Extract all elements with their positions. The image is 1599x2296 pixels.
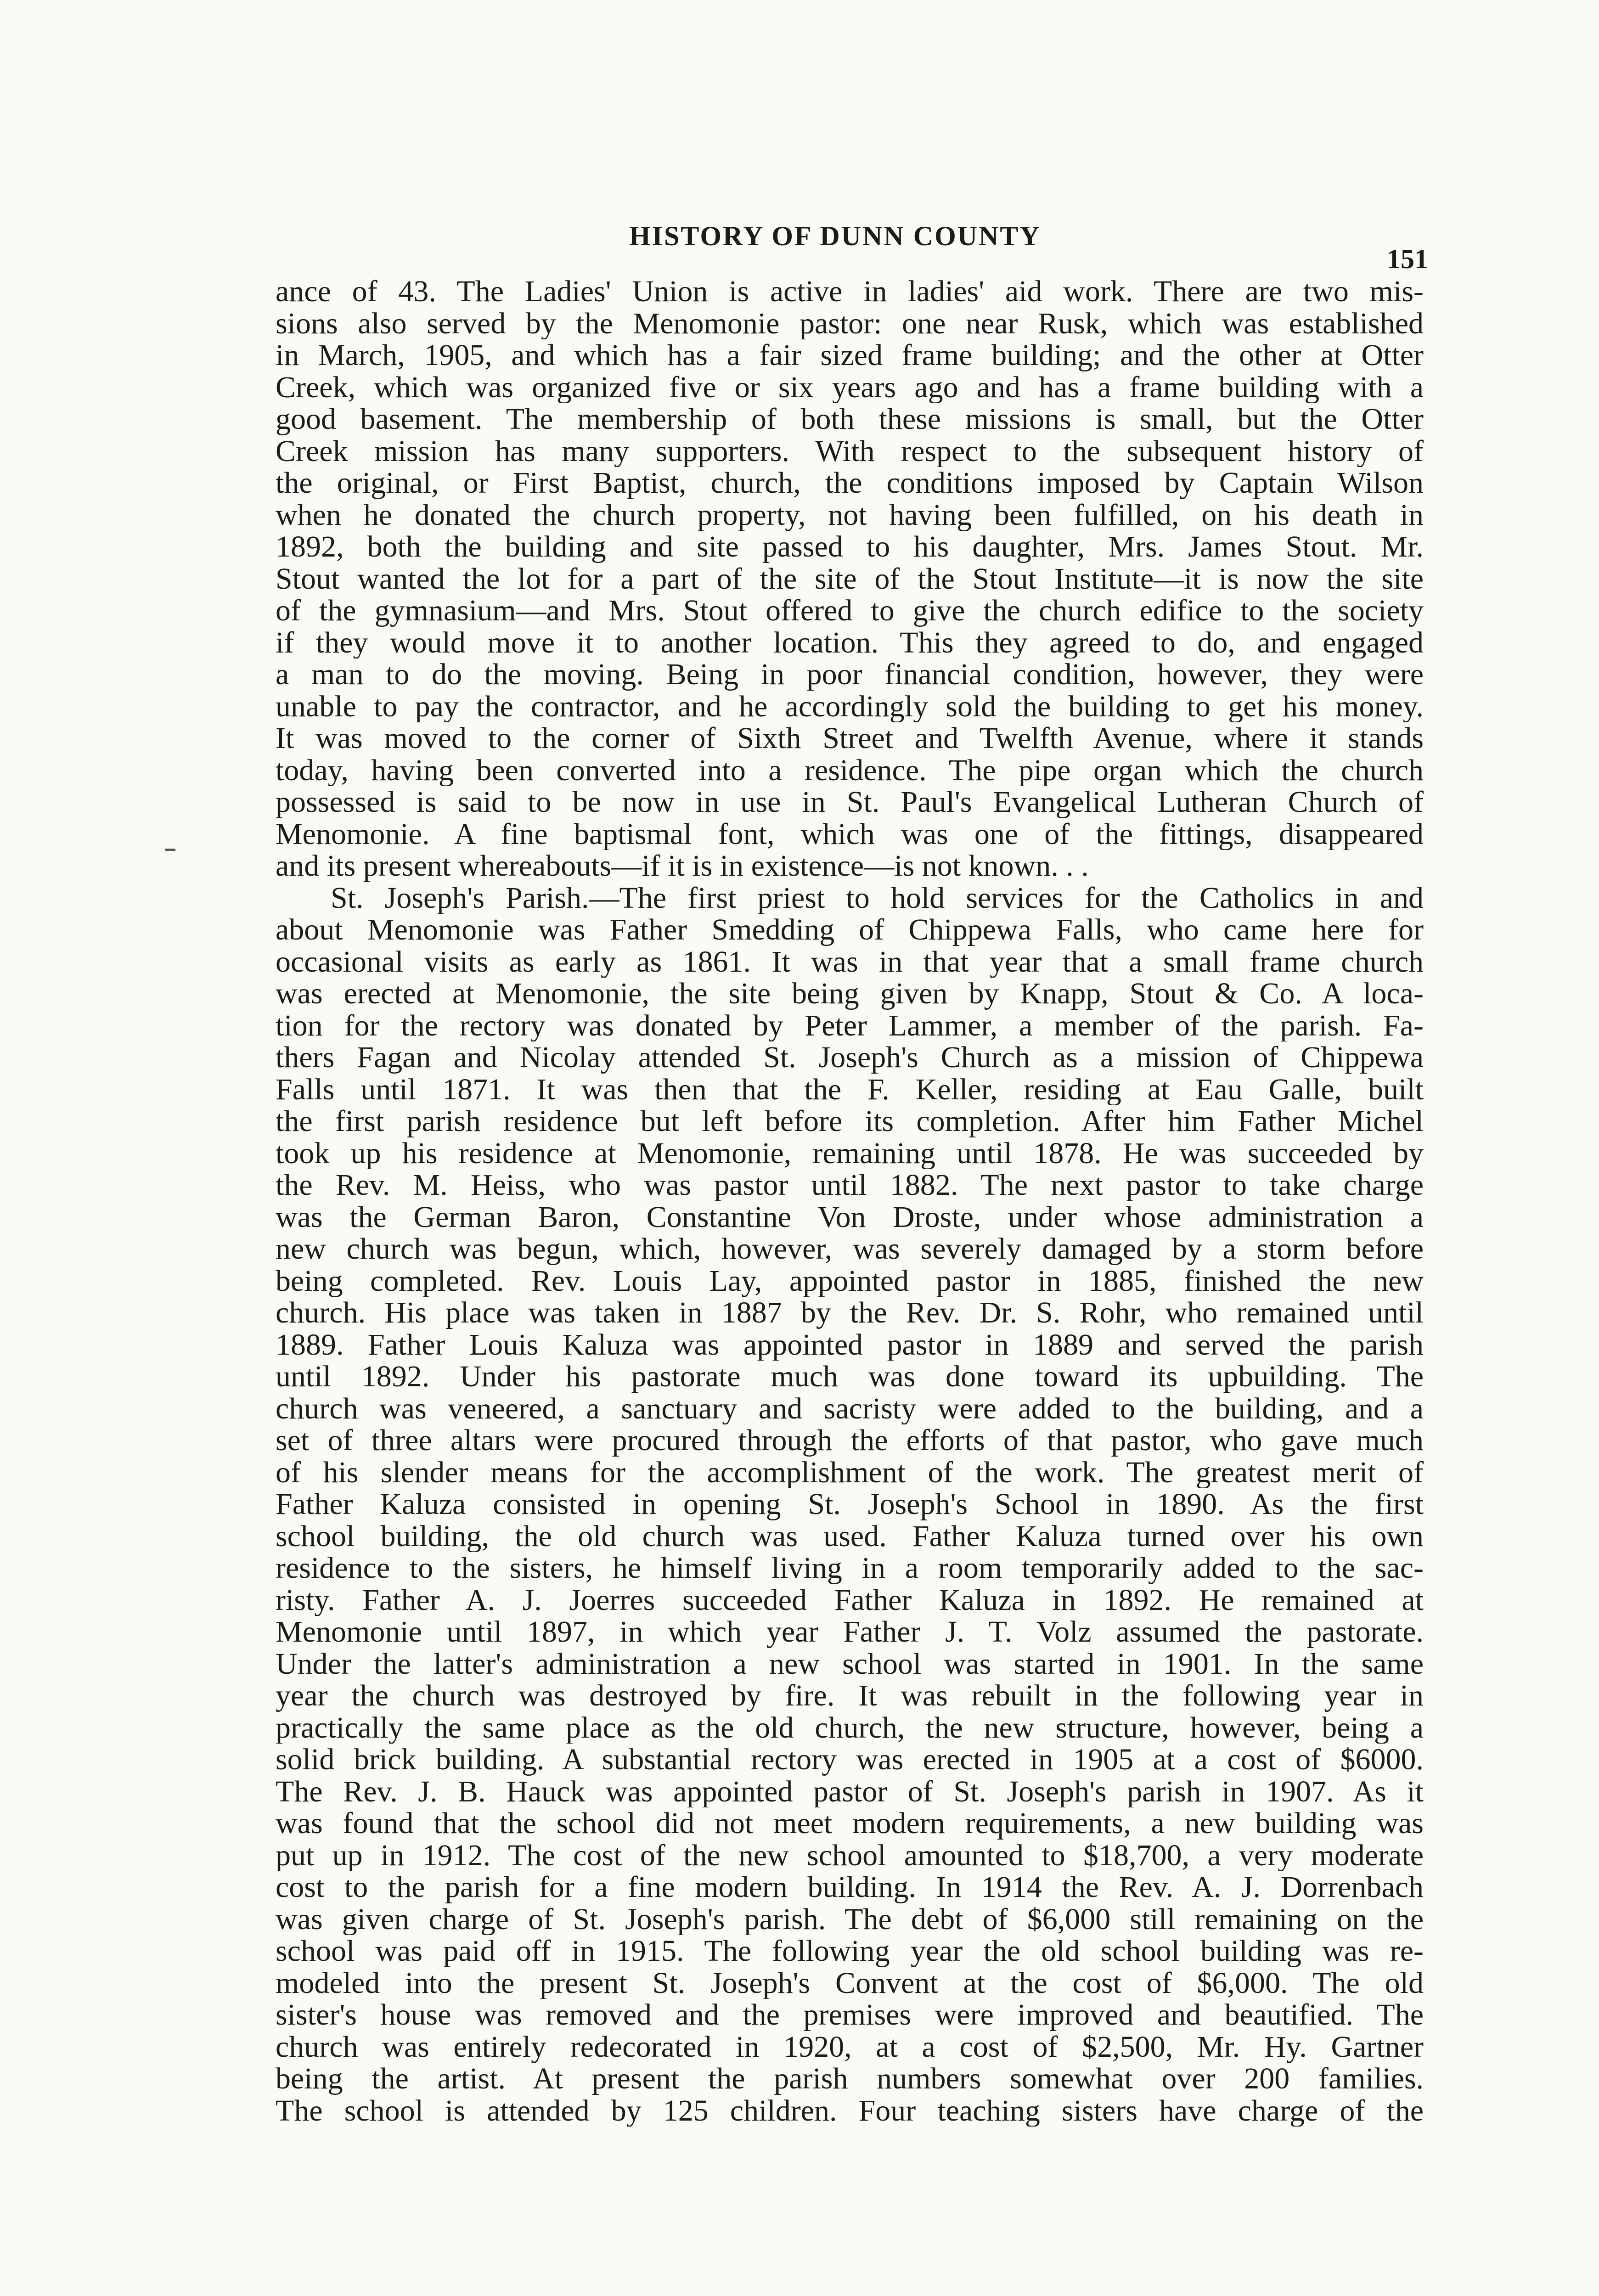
text-line: set of three altars were procured through the efforts of that pastor, who gave much (276, 1424, 1424, 1457)
text-line: occasional visits as early as 1861. It was in that year that a small frame church (276, 945, 1424, 978)
text-line: if they would move it to another location. This they agreed to do, and engaged (276, 626, 1424, 658)
text-line: good basement. The membership of both these missions is small, but the Otter (276, 403, 1424, 435)
text-line: residence to the sisters, he himself living in a room temporarily added to the sac- (276, 1552, 1424, 1584)
text-line: possessed is said to be now in use in St. Paul's Evangelical Lutheran Church of (276, 786, 1424, 818)
running-title: HISTORY OF DUNN COUNTY (629, 221, 1041, 251)
text-line: and its present whereabouts—if it is in existence—is not known. . . (276, 850, 1089, 882)
text-line: solid brick building. A substantial rectory was erected in 1905 at a cost of $6000. (276, 1744, 1424, 1776)
text-line: year the church was destroyed by fire. It was rebuilt in the following year in (276, 1680, 1424, 1712)
text-line: Creek, which was organized five or six years ago and has a frame building with a (276, 371, 1424, 403)
text-line: 1889. Father Louis Kaluza was appointed pastor in 1889 and served the parish (276, 1328, 1424, 1361)
text-line: unable to pay the contractor, and he accordingly sold the building to get his money. (276, 690, 1424, 722)
text-line: ance of 43. The Ladies' Union is active in ladies' aid work. There are two mis- (276, 276, 1424, 308)
text-line: the first parish residence but left before its completion. After him Father Michel (276, 1105, 1424, 1137)
text-line: about Menomonie was Father Smedding of Chippewa Falls, who came here for (276, 914, 1424, 946)
text-line: until 1892. Under his pastorate much was done toward its upbuilding. The (276, 1361, 1424, 1393)
text-line: Falls until 1871. It was then that the F. Keller, residing at Eau Galle, built (276, 1073, 1424, 1105)
text-line: Menomonie. A fine baptismal font, which was one of the fittings, disappeared (276, 818, 1424, 850)
text-line: the original, or First Baptist, church, the conditions imposed by Captain Wilson (276, 467, 1424, 499)
text-line: was erected at Menomonie, the site being given by Knapp, Stout & Co. A loca- (276, 978, 1424, 1010)
page-number: 151 (1387, 244, 1428, 274)
text-line: a man to do the moving. Being in poor financial condition, however, they were (276, 658, 1424, 691)
text-line: sions also served by the Menomonie pastor: one near Rusk, which was established (276, 307, 1424, 339)
text-line: was found that the school did not meet modern requirements, a new building was (276, 1807, 1424, 1840)
text-line: school was paid off in 1915. The following year the old school building was re- (276, 1935, 1424, 1967)
text-line: sister's house was removed and the premises were improved and beautified. The (276, 1999, 1424, 2031)
text-line: modeled into the present St. Joseph's Convent at the cost of $6,000. The old (276, 1967, 1424, 1999)
text-line: today, having been converted into a residence. The pipe organ which the church (276, 754, 1424, 786)
text-line: church was entirely redecorated in 1920, at a cost of $2,500, Mr. Hy. Gartner (276, 2031, 1424, 2063)
text-line: 1892, both the building and site passed to his daughter, Mrs. James Stout. Mr. (276, 531, 1424, 563)
text-line: church was veneered, a sanctuary and sacristy were added to the building, and a (276, 1392, 1424, 1424)
text-line: The Rev. J. B. Hauck was appointed pastor of St. Joseph's parish in 1907. As it (276, 1775, 1424, 1807)
text-line: the Rev. M. Heiss, who was pastor until 1882. The next pastor to take charge (276, 1169, 1424, 1201)
text-line: tion for the rectory was donated by Peter Lammer, a member of the parish. Fa- (276, 1009, 1424, 1041)
text-line: put up in 1912. The cost of the new school amounted to $18,700, a very moderate (276, 1839, 1424, 1871)
text-line: It was moved to the corner of Sixth Street and Twelfth Avenue, where it stands (276, 722, 1424, 754)
text-line: Father Kaluza consisted in opening St. Joseph's School in 1890. As the first (276, 1488, 1424, 1520)
text-line: Stout wanted the lot for a part of the site of the Stout Institute—it is now the site (276, 563, 1424, 595)
text-line: being completed. Rev. Louis Lay, appointed pastor in 1885, finished the new (276, 1265, 1424, 1297)
text-line: cost to the parish for a fine modern building. In 1914 the Rev. A. J. Dorrenbach (276, 1871, 1424, 1903)
text-line: when he donated the church property, not having been fulfilled, on his death in (276, 499, 1424, 531)
text-line: of the gymnasium—and Mrs. Stout offered to give the church edifice to the society (276, 595, 1424, 627)
paragraph-start-line: St. Joseph's Parish.—The first priest to hold services for the Catholics in and (331, 882, 1424, 914)
text-line: took up his residence at Menomonie, remaining until 1878. He was succeeded by (276, 1137, 1424, 1169)
text-line: being the artist. At present the parish numbers somewhat over 200 families. (276, 2063, 1424, 2095)
text-line: thers Fagan and Nicolay attended St. Joseph's Church as a mission of Chippewa (276, 1041, 1424, 1074)
text-line: The school is attended by 125 children. Four teaching sisters have charge of the (276, 2094, 1424, 2127)
text-line: Creek mission has many supporters. With respect to the subsequent history of (276, 435, 1424, 467)
text-line: in March, 1905, and which has a fair sized frame building; and the other at Otter (276, 339, 1424, 371)
text-line: new church was begun, which, however, was severely damaged by a storm before (276, 1233, 1424, 1265)
text-line: of his slender means for the accomplishment of the work. The greatest merit of (276, 1456, 1424, 1488)
text-line: church. His place was taken in 1887 by the Rev. Dr. S. Rohr, who remained until (276, 1297, 1424, 1329)
text-line: school building, the old church was used. Father Kaluza turned over his own (276, 1520, 1424, 1552)
text-line: was the German Baron, Constantine Von Droste, under whose administration a (276, 1201, 1424, 1233)
body-text (276, 276, 1424, 2127)
text-line: Under the latter's administration a new school was started in 1901. In the same (276, 1648, 1424, 1680)
text-line: was given charge of St. Joseph's parish. The debt of $6,000 still remaining on the (276, 1903, 1424, 1935)
text-line: risty. Father A. J. Joerres succeeded Father Kaluza in 1892. He remained at (276, 1584, 1424, 1616)
text-line: practically the same place as the old church, the new structure, however, being a (276, 1711, 1424, 1744)
margin-mark (165, 849, 175, 851)
text-line: Menomonie until 1897, in which year Father J. T. Volz assumed the pastorate. (276, 1616, 1424, 1648)
